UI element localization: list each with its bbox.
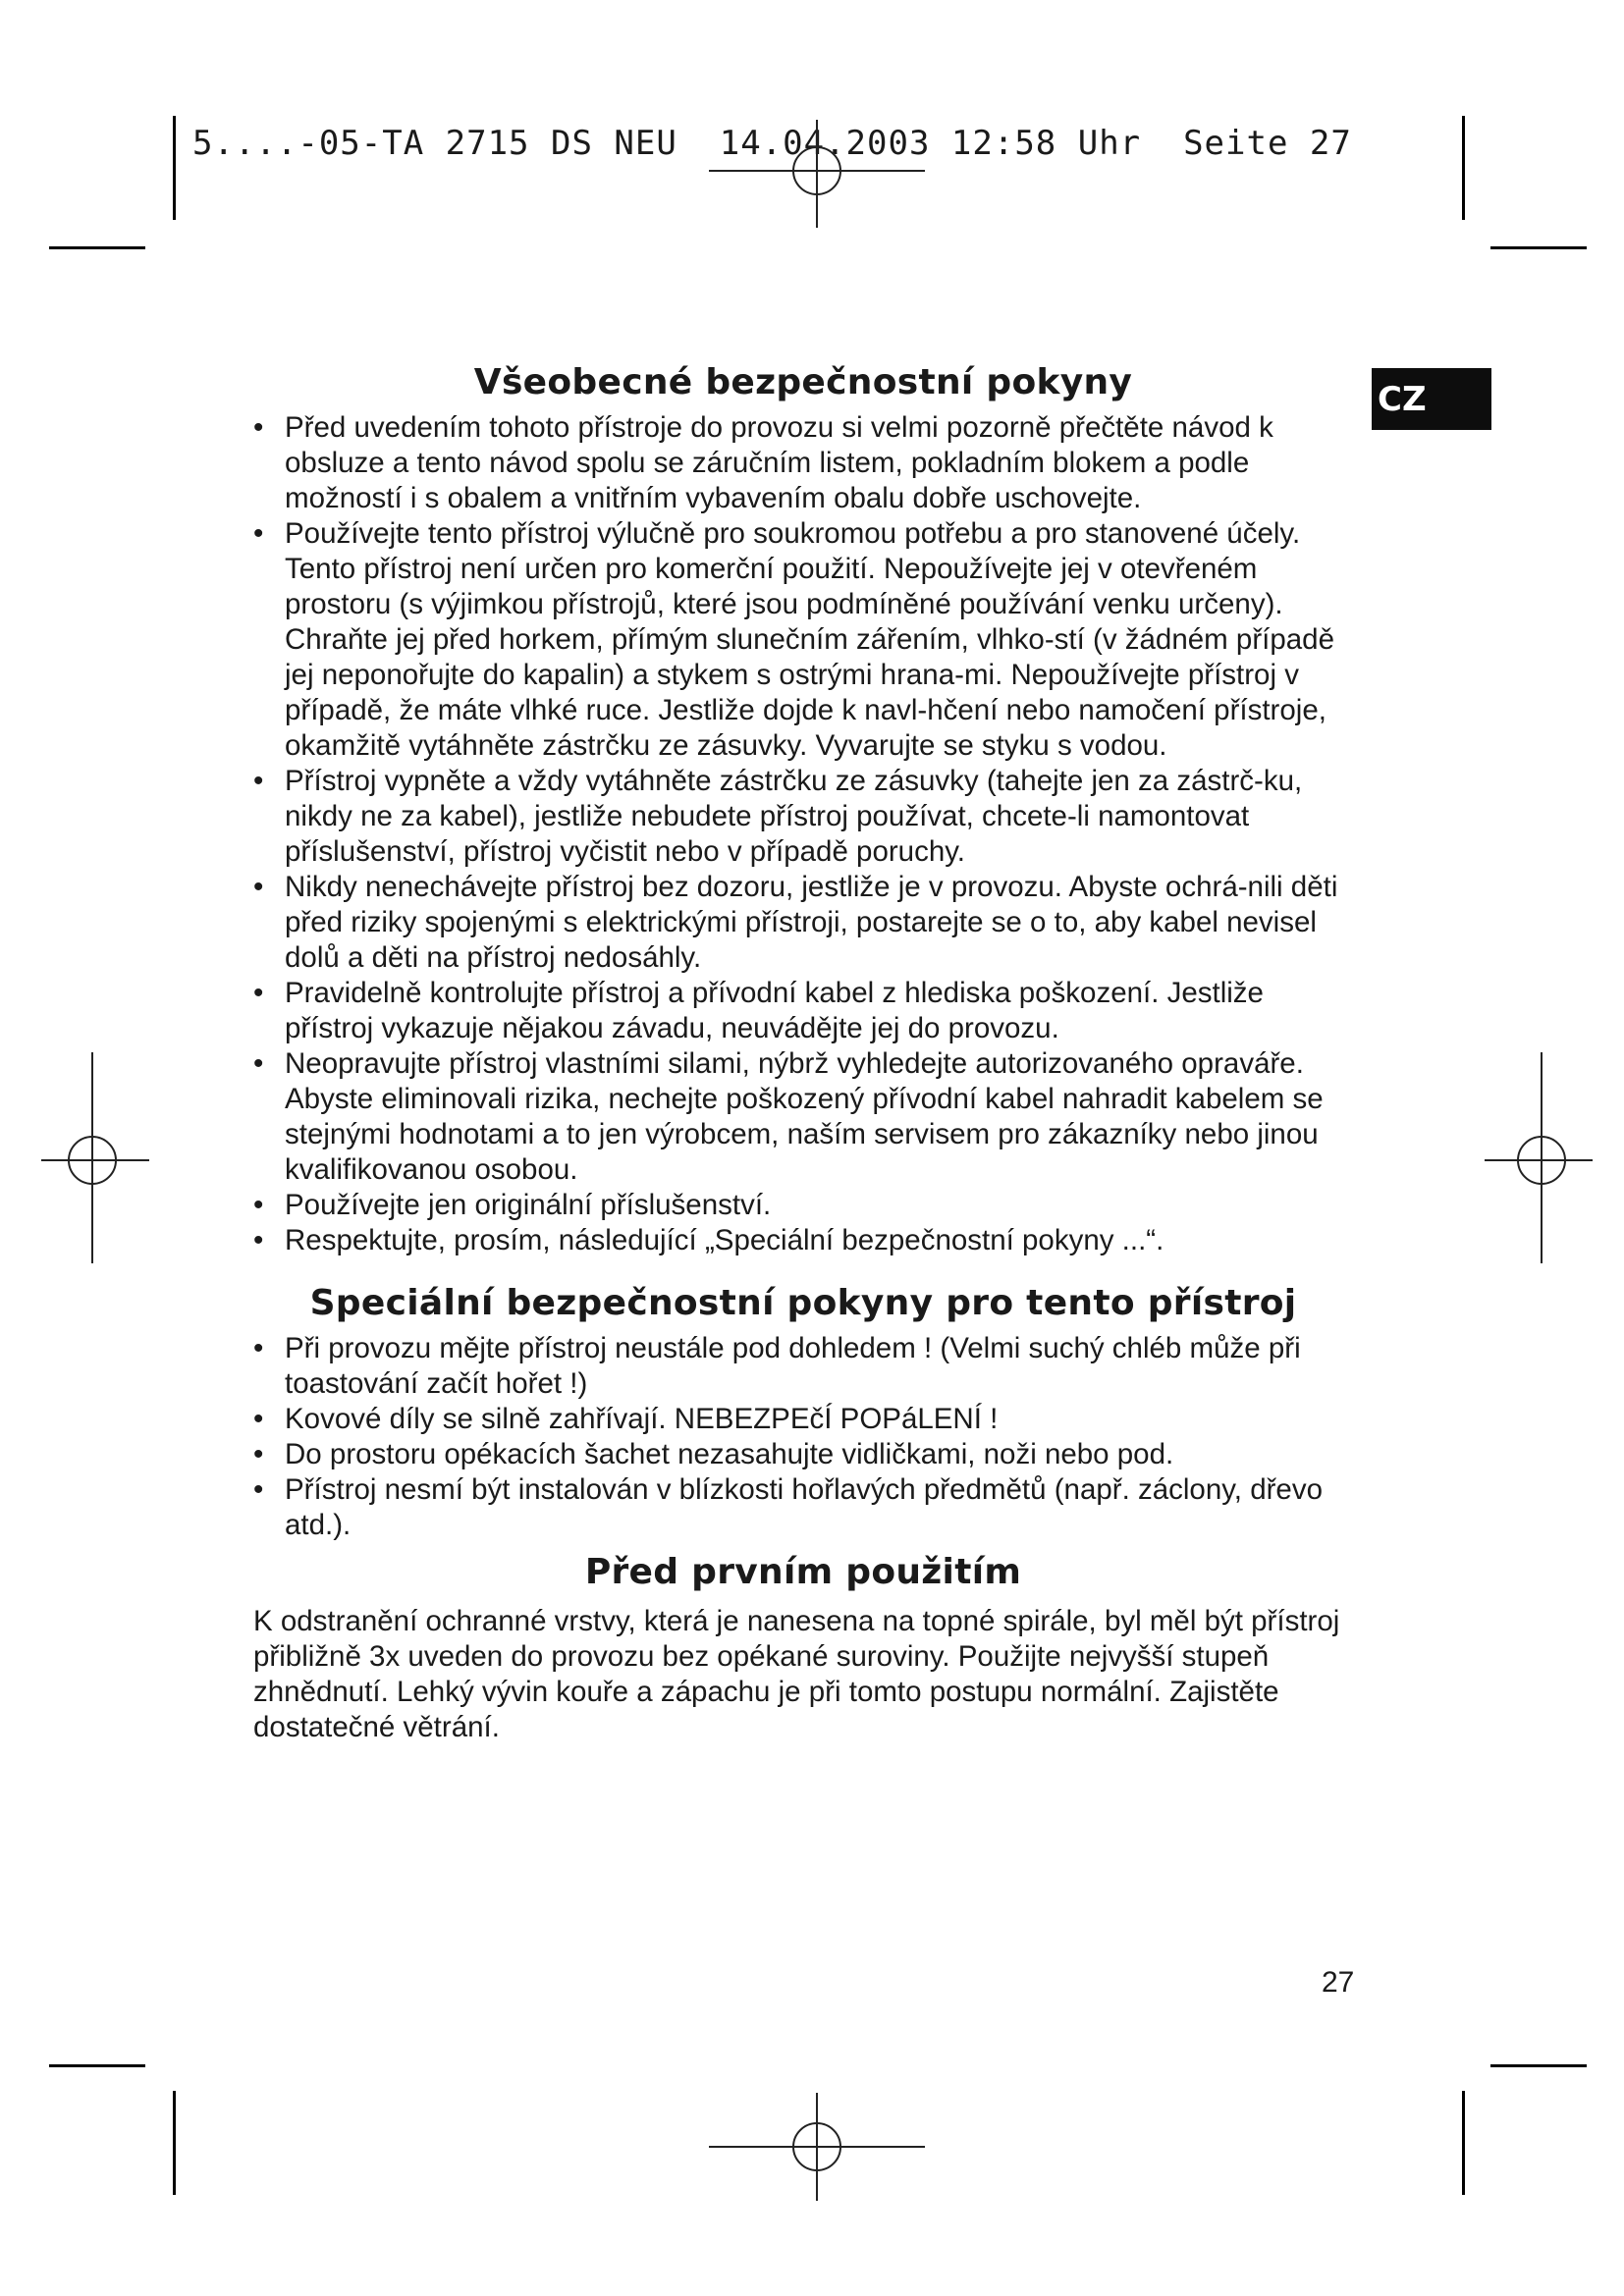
list-item-text: Nikdy nenechávejte přístroj bez dozoru, jestliže je v provozu. Abyste ochrá-nili děti před riziky spojenými s elektrickými přístroji, postarejte se o to, aby kabel nevisel dolů a děti na přístroj nedosáhly. <box>285 871 1338 974</box>
list-item <box>253 516 1353 764</box>
bullet: • <box>253 977 264 1009</box>
list-item-text: Před uvedením tohoto přístroje do provozu si velmi pozorně přečtěte návod k obsluze a tento návod spolu se záručním listem, pokladním blokem a podle možností i s obalem a vnitřním vybavením obalu dobře uschovejte. <box>285 411 1273 514</box>
list-item <box>253 1223 1353 1258</box>
page-number: 27 <box>1322 1966 1355 1999</box>
before-first-use-paragraph: K odstranění ochranné vrstvy, která je nanesena na topné spirále, byl měl být přístroj přibližně 3x uveden do provozu bez opékané suroviny. Použijte nejvyšší stupeň zhnědnutí. Lehký vývin kouře a zápachu je při tomto postupu normální. Zajistěte dostatečné větrání. <box>253 1605 1340 1743</box>
crop-mark-top-left-vertical <box>173 116 176 220</box>
list-item <box>253 870 1353 976</box>
crop-mark-bottom-left-horizontal <box>49 2064 145 2067</box>
crop-mark-bottom-right-horizontal <box>1490 2064 1587 2067</box>
bullet: • <box>253 871 264 903</box>
list-item <box>253 976 1353 1046</box>
registration-mark-top-icon <box>709 120 925 228</box>
list-item-text: Používejte jen originální příslušenství. <box>285 1189 772 1221</box>
bullet: • <box>253 411 264 444</box>
list-item-text: Respektujte, prosím, následující „Speciální bezpečnostní pokyny ...“. <box>285 1224 1164 1256</box>
section-title-special-safety: Speciální bezpečnostní pokyny pro tento přístroj <box>309 1283 1297 1323</box>
registration-mark-bottom-icon <box>709 2093 925 2201</box>
list-item-text: Přístroj vypněte a vždy vytáhněte zástrčku ze zásuvky (tahejte jen za zástrč-ku, nikdy ne za kabel), jestliže nebudete přístroj používat, chcete-li namontovat příslušenství, přístroj vyčistit nebo v případě poruchy. <box>285 765 1303 868</box>
language-tab: CZ <box>1372 368 1491 430</box>
list-item <box>253 1331 1353 1402</box>
special-safety-list <box>253 1331 1353 1543</box>
list-item-text: Pravidelně kontrolujte přístroj a přívodní kabel z hlediska poškození. Jestliže přístroj vykazuje nějakou závadu, neuvádějte jej do provozu. <box>285 977 1264 1044</box>
registration-mark-right-icon <box>1485 1052 1593 1263</box>
crop-mark-bottom-left-vertical <box>173 2091 176 2195</box>
list-item <box>253 1437 1353 1472</box>
bullet: • <box>253 1047 264 1080</box>
bullet: • <box>253 1332 264 1364</box>
list-item <box>253 1046 1353 1188</box>
crop-mark-top-left-horizontal <box>49 246 145 249</box>
bullet: • <box>253 1189 264 1221</box>
list-item-text: Používejte tento přístroj výlučně pro soukromou potřebu a pro stanovené účely. Tento přístroj není určen pro komerční použití. Nepoužívejte jej v otevřeném prostoru (s výjimkou přístrojů, které jsou podmíněné používání venku určeny). Chraňte jej před horkem, přímým slunečním zářením, vlhko-stí (v žádném případě jej neponořujte do kapalin) a stykem s ostrými hrana-mi. Nepoužívejte přístroj v případě, že máte vlhké ruce. Jestliže dojde k navl-hčení nebo namočení přístroje, okamžitě vytáhněte zástrčku ze zásuvky. Vyvarujte se styku s vodou. <box>285 517 1334 762</box>
bullet: • <box>253 765 264 797</box>
bullet: • <box>253 517 264 550</box>
list-item-text: Do prostoru opékacích šachet nezasahujte vidličkami, noži nebo pod. <box>285 1438 1174 1470</box>
bullet: • <box>253 1473 264 1506</box>
list-item <box>253 410 1353 516</box>
section-title-general-safety: Všeobecné bezpečnostní pokyny <box>473 362 1133 402</box>
bullet: • <box>253 1224 264 1256</box>
bullet: • <box>253 1403 264 1435</box>
main-content <box>253 359 1353 1745</box>
registration-mark-left-icon <box>41 1052 149 1263</box>
list-item-text: Při provozu mějte přístroj neustále pod dohledem ! (Velmi suchý chléb může při toastování začít hořet !) <box>285 1332 1301 1400</box>
crop-mark-top-right-vertical <box>1462 116 1465 220</box>
list-item-text: Přístroj nesmí být instalován v blízkosti hořlavých předmětů (např. záclony, dřevo atd.). <box>285 1473 1323 1541</box>
crop-mark-top-right-horizontal <box>1490 246 1587 249</box>
section-title-before-first-use: Před prvním použitím <box>584 1552 1022 1592</box>
list-item <box>253 764 1353 870</box>
list-item <box>253 1188 1353 1223</box>
list-item <box>253 1472 1353 1543</box>
list-item-text: Kovové díly se silně zahřívají. NEBEZPEčÍ POPáLENÍ ! <box>285 1403 999 1435</box>
list-item-text: Neopravujte přístroj vlastními silami, nýbrž vyhledejte autorizovaného opraváře. Abyste eliminovali rizika, nechejte poškozený přívodní kabel nahradit kabelem se stejnými hodnotami a to jen výrobcem, naším servisem pro zákazníky nebo jinou kvalifikovanou osobou. <box>285 1047 1324 1186</box>
bullet: • <box>253 1438 264 1470</box>
print-header: 5....-05-TA 2715 DS NEU 14.04.2003 12:58 Uhr Seite 27 <box>192 124 1352 163</box>
general-safety-list <box>253 410 1353 1258</box>
list-item <box>253 1402 1353 1437</box>
crop-mark-bottom-right-vertical <box>1462 2091 1465 2195</box>
